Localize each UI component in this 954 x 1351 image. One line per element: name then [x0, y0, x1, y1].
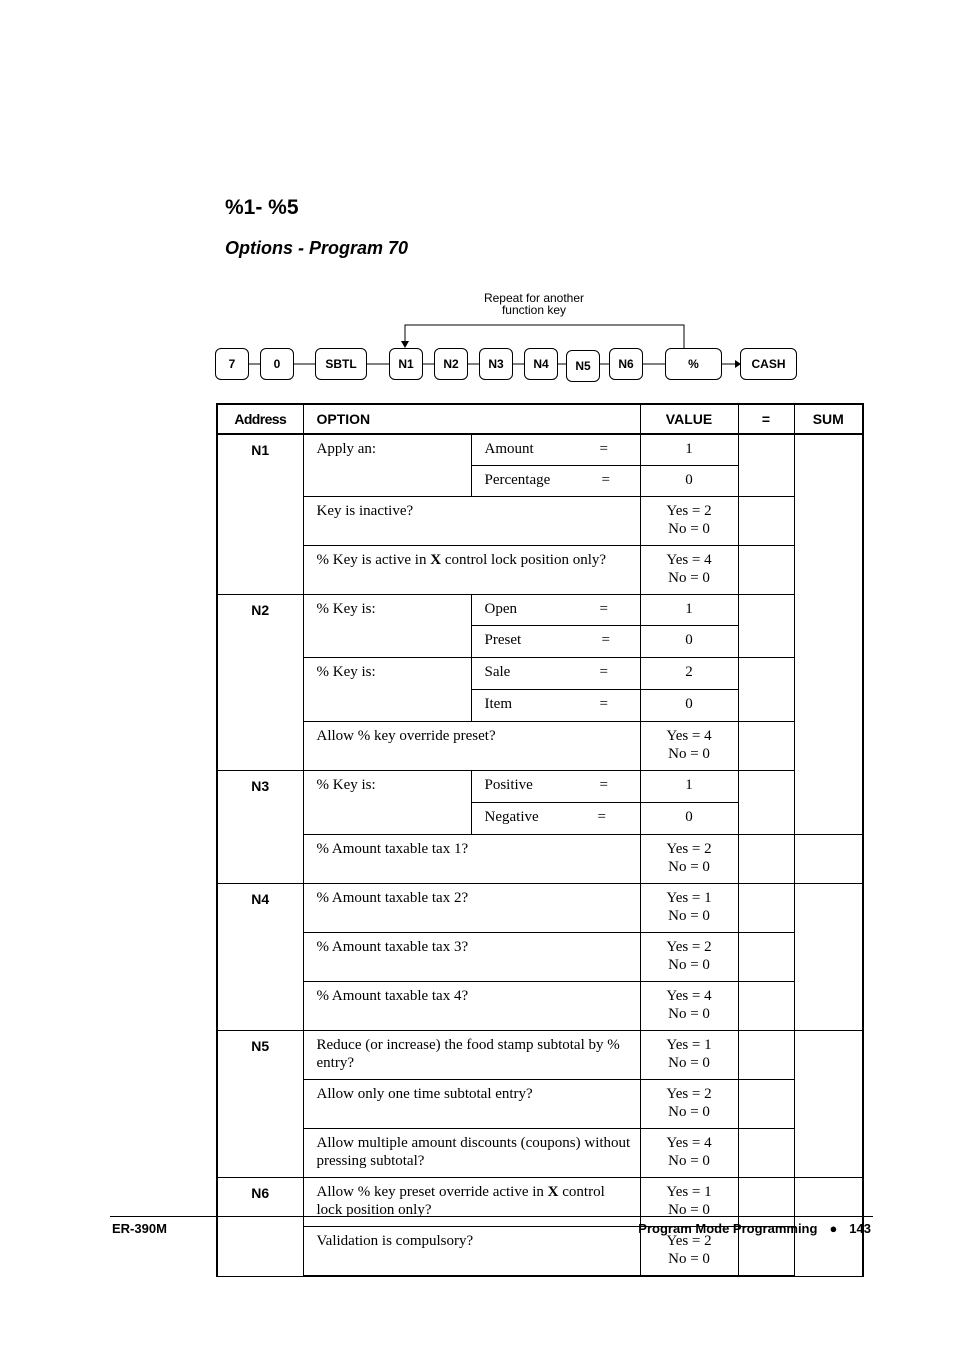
sub-option: Positive = [471, 771, 640, 803]
page-subtitle: Options - Program 70 [225, 238, 409, 258]
key-n1[interactable]: N1 [389, 348, 423, 380]
equals-cell[interactable] [738, 1129, 794, 1178]
option-label: Key is inactive? [303, 497, 640, 546]
key-7[interactable]: 7 [215, 348, 249, 380]
value-cell: Yes = 1 No = 0 [640, 1031, 738, 1080]
equals-cell[interactable] [738, 1080, 794, 1129]
value-cell: 0 [640, 690, 738, 722]
sum-cell-n5[interactable] [794, 1031, 863, 1178]
equals-cell[interactable] [738, 434, 794, 497]
value-cell: 1 [640, 434, 738, 466]
sub-option: Percentage = [471, 466, 640, 497]
value-cell: 0 [640, 803, 738, 835]
sub-option: Amount = [471, 434, 640, 466]
option-label: Reduce (or increase) the food stamp subtotal by % entry? [303, 1031, 640, 1080]
value-cell: Yes = 2 No = 0 [640, 1080, 738, 1129]
key-n3[interactable]: N3 [479, 348, 513, 380]
option-label: % Key is active in X control lock position only? [303, 546, 640, 595]
address-n1: N1 [217, 434, 303, 595]
equals-cell[interactable] [738, 497, 794, 546]
option-label: % Key is: [303, 771, 471, 835]
option-label: % Amount taxable tax 1? [303, 835, 640, 884]
table-row [217, 1129, 863, 1178]
sub-option: Sale = [471, 658, 640, 690]
value-cell: Yes = 2 No = 0 [640, 1227, 738, 1277]
address-n6: N6 [217, 1178, 303, 1277]
equals-cell[interactable] [738, 722, 794, 771]
diagram-connectors [0, 0, 954, 400]
table-row [217, 1178, 863, 1227]
header-sum: SUM [794, 404, 863, 434]
equals-cell[interactable] [738, 1031, 794, 1080]
header-option: OPTION [303, 404, 640, 434]
key-sbtl[interactable]: SBTL [315, 348, 367, 380]
equals-cell[interactable] [738, 1178, 794, 1227]
table-row [217, 982, 863, 1031]
equals-cell[interactable] [738, 546, 794, 595]
value-cell: Yes = 2 No = 0 [640, 835, 738, 884]
option-label: Apply an: [303, 434, 471, 497]
equals-cell[interactable] [738, 595, 794, 658]
value-cell: Yes = 1 No = 0 [640, 884, 738, 933]
table-row [217, 595, 863, 626]
footer-rule [110, 1216, 873, 1217]
table-row [217, 546, 863, 595]
option-label: Allow only one time subtotal entry? [303, 1080, 640, 1129]
key-n4[interactable]: N4 [524, 348, 558, 380]
equals-cell[interactable] [738, 771, 794, 835]
value-cell: 1 [640, 771, 738, 803]
table-header-row [217, 404, 863, 434]
option-label: % Amount taxable tax 4? [303, 982, 640, 1031]
table-row [217, 884, 863, 933]
value-cell: Yes = 2 No = 0 [640, 497, 738, 546]
header-address: Address [217, 404, 303, 434]
value-cell: 0 [640, 626, 738, 658]
address-n4: N4 [217, 884, 303, 1031]
key-cash[interactable]: CASH [740, 348, 797, 380]
table-row [217, 722, 863, 771]
option-label: % Key is: [303, 658, 471, 722]
equals-cell[interactable] [738, 982, 794, 1031]
key-percent[interactable]: % [665, 348, 722, 380]
option-label: Allow multiple amount discounts (coupons) without pressing subtotal? [303, 1129, 640, 1178]
sum-cell-n4[interactable] [794, 884, 863, 1031]
value-cell: Yes = 4 No = 0 [640, 722, 738, 771]
footer-section: Program Mode Programming ● 143 [638, 1221, 871, 1236]
page-number: 143 [849, 1221, 871, 1236]
options-table [216, 403, 864, 1277]
key-n6[interactable]: N6 [609, 348, 643, 380]
sub-option: Negative = [471, 803, 640, 835]
table-row [217, 771, 863, 803]
page-title: %1- %5 [225, 196, 299, 219]
option-label: % Amount taxable tax 2? [303, 884, 640, 933]
header-equals: = [738, 404, 794, 434]
option-label: % Amount taxable tax 3? [303, 933, 640, 982]
equals-cell[interactable] [738, 835, 794, 884]
equals-cell[interactable] [738, 884, 794, 933]
sub-option: Preset = [471, 626, 640, 658]
bullet-icon: ● [829, 1221, 838, 1236]
address-n2: N2 [217, 595, 303, 771]
equals-cell[interactable] [738, 658, 794, 722]
table-row [217, 1080, 863, 1129]
equals-cell[interactable] [738, 933, 794, 982]
key-n2[interactable]: N2 [434, 348, 468, 380]
value-cell: Yes = 1 No = 0 [640, 1178, 738, 1227]
footer-model: ER-390M [112, 1221, 167, 1236]
value-cell: Yes = 4 No = 0 [640, 982, 738, 1031]
address-n3: N3 [217, 771, 303, 884]
option-label: Validation is compulsory? [303, 1227, 640, 1277]
option-label: Allow % key override preset? [303, 722, 640, 771]
repeat-note: Repeat for another function key [483, 291, 585, 317]
option-label: % Key is: [303, 595, 471, 658]
table-row [217, 497, 863, 546]
value-cell: 0 [640, 466, 738, 497]
sub-option: Item = [471, 690, 640, 722]
sum-cell-n3[interactable] [794, 835, 863, 884]
key-0[interactable]: 0 [260, 348, 294, 380]
sub-option: Open = [471, 595, 640, 626]
table-row [217, 1031, 863, 1080]
sum-cell-n1-n2[interactable] [794, 434, 863, 835]
key-n5[interactable]: N5 [566, 350, 600, 382]
value-cell: 2 [640, 658, 738, 690]
value-cell: 1 [640, 595, 738, 626]
table-row [217, 933, 863, 982]
value-cell: Yes = 2 No = 0 [640, 933, 738, 982]
value-cell: Yes = 4 No = 0 [640, 1129, 738, 1178]
header-value: VALUE [640, 404, 738, 434]
table-row [217, 434, 863, 466]
value-cell: Yes = 4 No = 0 [640, 546, 738, 595]
key-sequence-diagram [0, 0, 954, 400]
table-row [217, 658, 863, 690]
option-label: Allow % key preset override active in X control lock position only? [303, 1178, 640, 1227]
arrow-repeat-icon [401, 341, 409, 348]
table-row [217, 835, 863, 884]
address-n5: N5 [217, 1031, 303, 1178]
